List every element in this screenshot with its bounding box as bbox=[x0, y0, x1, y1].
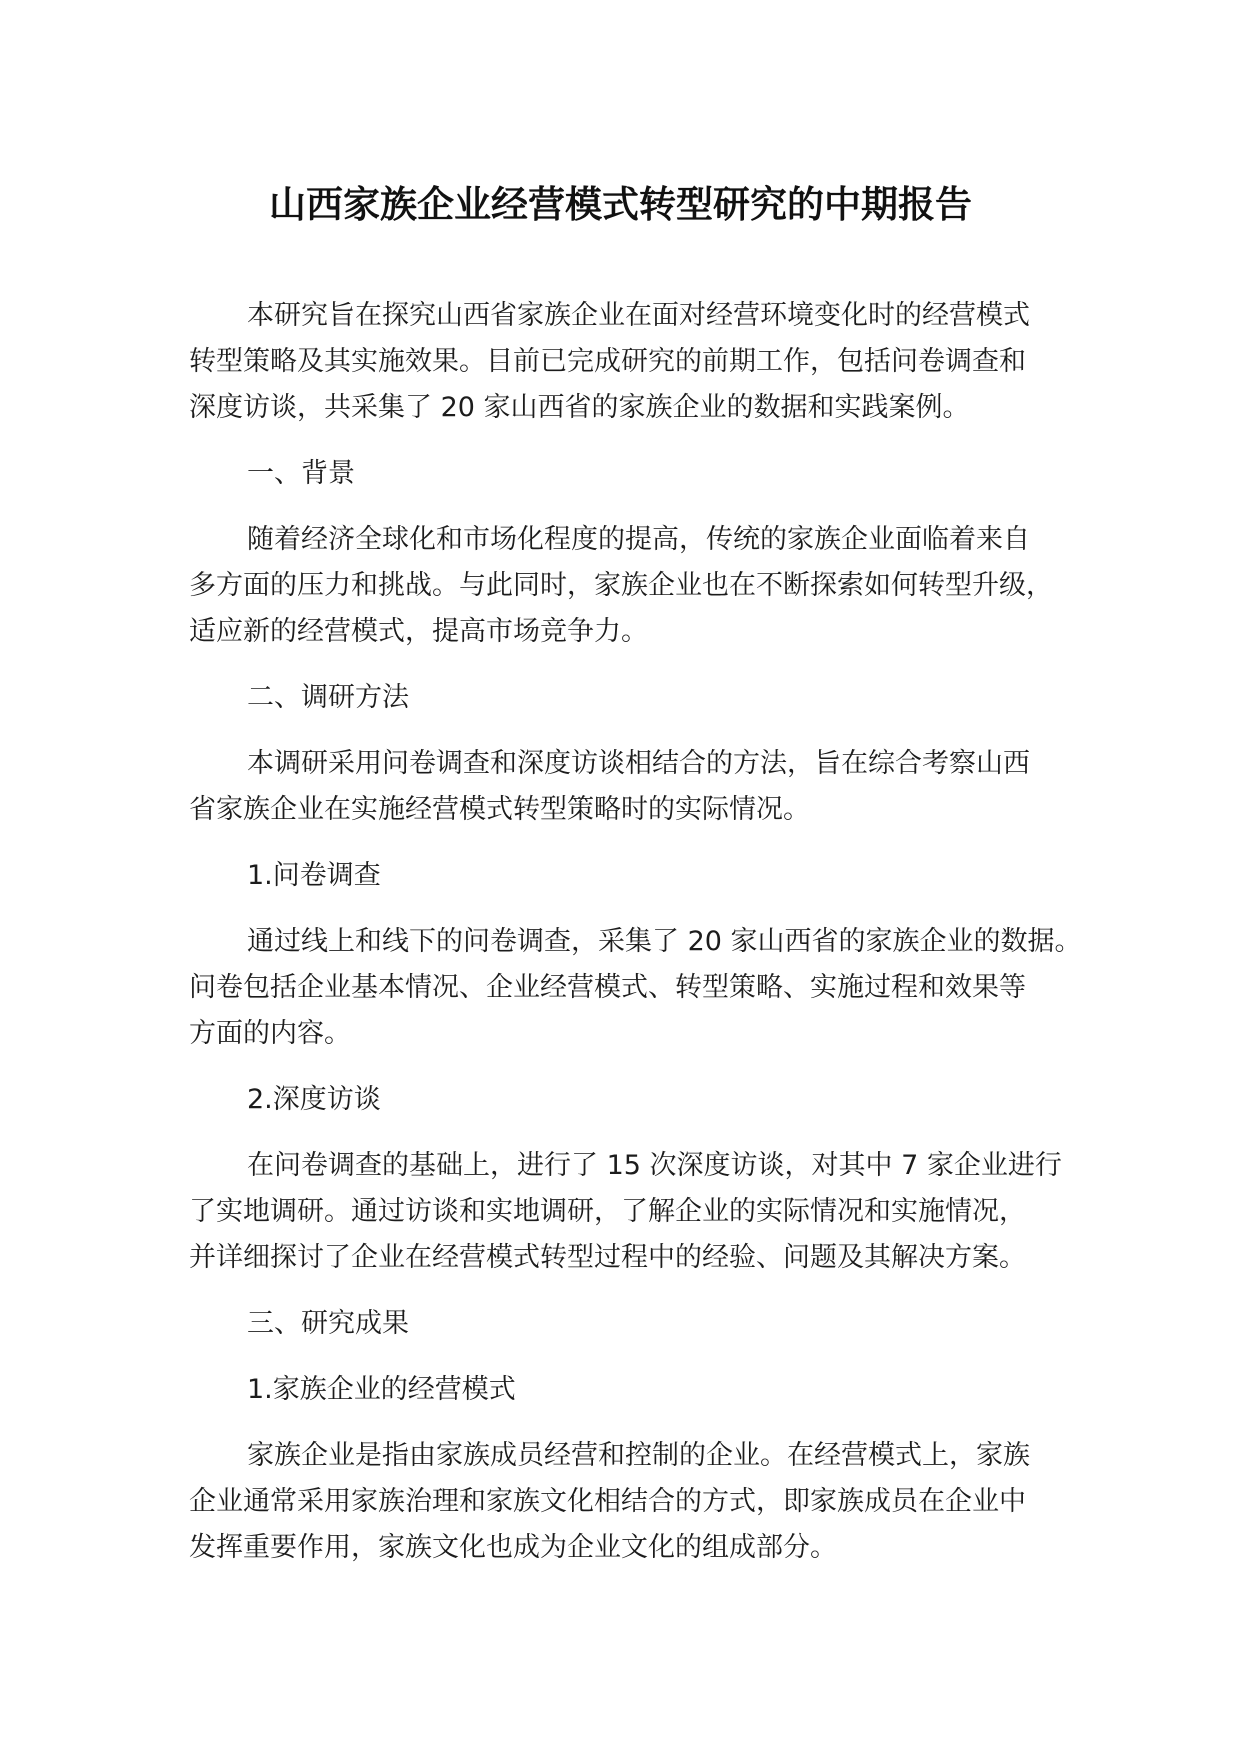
body-paragraph-interview bbox=[189, 1143, 1199, 1281]
paragraph-line: 了实地调研。通过访谈和实地调研，了解企业的实际情况和实施情况， bbox=[189, 1196, 1026, 1227]
paragraph-line: 深度访谈，共采集了 20 家山西省的家族企业的数据和实践案例。 bbox=[189, 392, 970, 423]
paragraph-line: 省家族企业在实施经营模式转型策略时的实际情况。 bbox=[189, 794, 810, 825]
body-paragraph-intro bbox=[189, 293, 1199, 431]
body-paragraph-business-model bbox=[189, 1433, 1199, 1571]
section-heading-results: 三、研究成果 bbox=[247, 1308, 409, 1339]
paragraph-line: 家族企业是指由家族成员经营和控制的企业。在经营模式上，家族 bbox=[247, 1440, 1030, 1471]
paragraph-line: 发挥重要作用，家族文化也成为企业文化的组成部分。 bbox=[189, 1532, 837, 1563]
paragraph-line: 适应新的经营模式，提高市场竞争力。 bbox=[189, 616, 648, 647]
document-title: 山西家族企业经营模式转型研究的中期报告 bbox=[269, 183, 972, 226]
paragraph-line: 方面的内容。 bbox=[189, 1018, 351, 1049]
section-heading-method: 二、调研方法 bbox=[247, 682, 409, 713]
body-paragraph-questionnaire bbox=[189, 919, 1199, 1057]
paragraph-line: 本调研采用问卷调查和深度访谈相结合的方法，旨在综合考察山西 bbox=[247, 748, 1030, 779]
paragraph-line: 问卷包括企业基本情况、企业经营模式、转型策略、实施过程和效果等 bbox=[189, 972, 1026, 1003]
subsection-heading-business-model: 1.家族企业的经营模式 bbox=[247, 1374, 516, 1405]
paragraph-line: 在问卷调查的基础上，进行了 15 次深度访谈，对其中 7 家企业进行 bbox=[247, 1150, 1062, 1181]
paragraph-line: 转型策略及其实施效果。目前已完成研究的前期工作，包括问卷调查和 bbox=[189, 346, 1026, 377]
document-body bbox=[189, 293, 1199, 1591]
subsection-heading-interview: 2.深度访谈 bbox=[247, 1084, 381, 1115]
paragraph-line: 随着经济全球化和市场化程度的提高，传统的家族企业面临着来自 bbox=[247, 524, 1030, 555]
paragraph-line: 本研究旨在探究山西省家族企业在面对经营环境变化时的经营模式 bbox=[247, 300, 1030, 331]
paragraph-line: 多方面的压力和挑战。与此同时，家族企业也在不断探索如何转型升级， bbox=[189, 570, 1053, 601]
paragraph-line: 通过线上和线下的问卷调查，采集了 20 家山西省的家族企业的数据。 bbox=[247, 926, 1082, 957]
body-paragraph-background bbox=[189, 517, 1199, 655]
section-heading-background: 一、背景 bbox=[247, 458, 355, 489]
subsection-heading-questionnaire: 1.问卷调查 bbox=[247, 860, 381, 891]
paragraph-line: 企业通常采用家族治理和家族文化相结合的方式，即家族成员在企业中 bbox=[189, 1486, 1026, 1517]
paragraph-line: 并详细探讨了企业在经营模式转型过程中的经验、问题及其解决方案。 bbox=[189, 1242, 1026, 1273]
body-paragraph-method bbox=[189, 741, 1199, 833]
